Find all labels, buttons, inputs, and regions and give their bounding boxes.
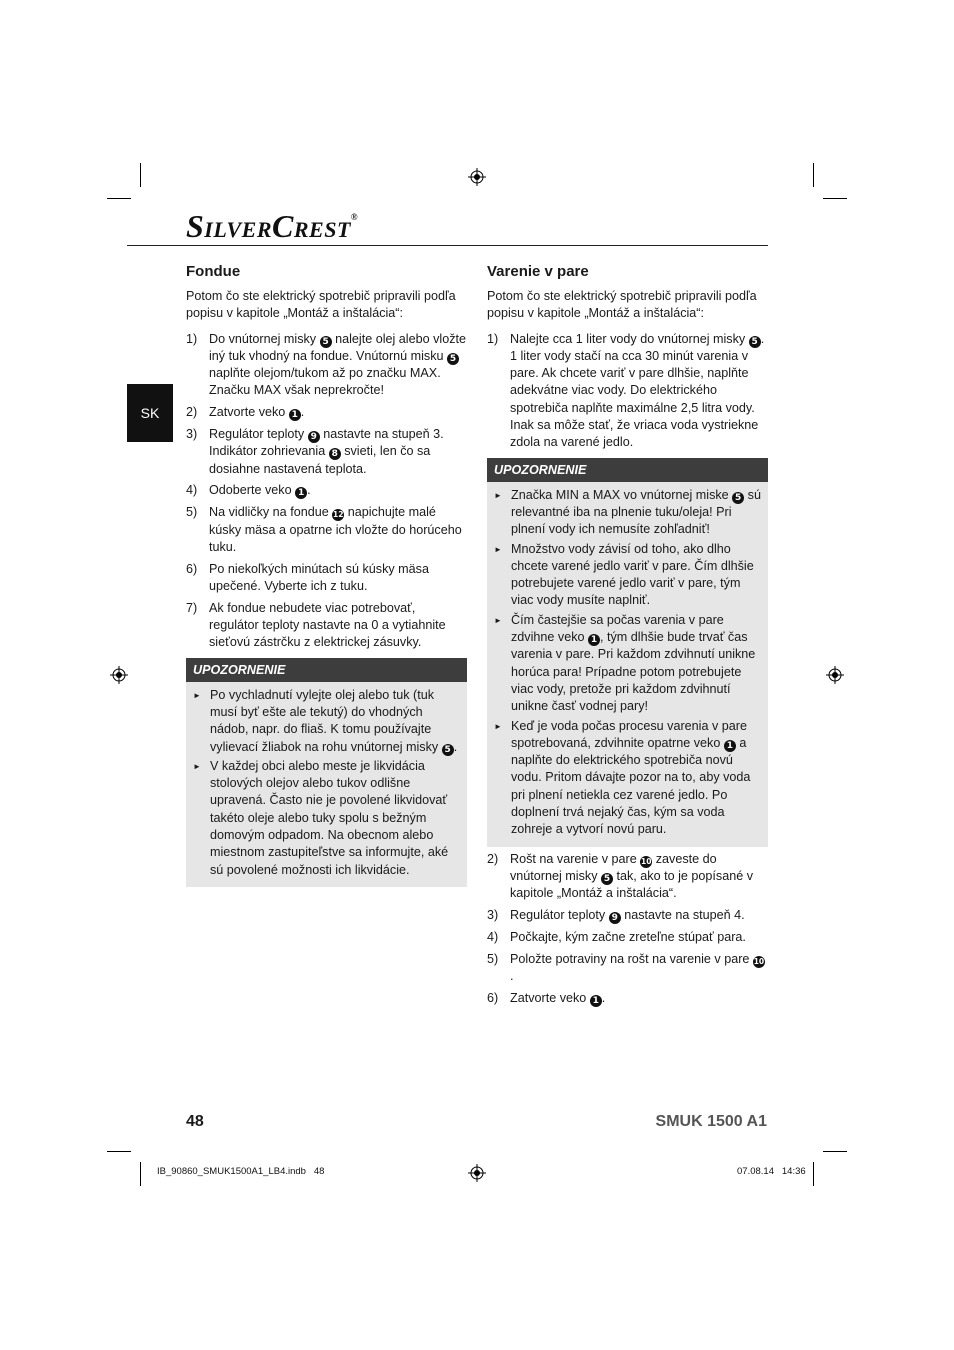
part-number-badge: 1 <box>724 740 736 752</box>
print-slug-date: 07.08.14 14:36 <box>737 1166 806 1177</box>
note-item: ► Množstvo vody závisí od toho, ako dlho chcete varené jedlo variť v pare. Čím dlhšie potrebujete varené jedlo variť v pare, tým viac vody musíte naplniť. <box>494 541 762 610</box>
step-item: 7) Ak fondue nebudete viac potrebovať, regulátor teploty nastavte na 0 a vytiahnite sieťovú zástrčku z elektrickej zásuvky. <box>186 600 446 650</box>
registration-mark-icon <box>826 666 844 684</box>
step-item: 3) Regulátor teploty 9 nastavte na stupeň 3. Indikátor zohrievania 8 svieti, len čo sa dosiahne nastavená teplota. <box>186 427 444 476</box>
header-rule <box>127 245 768 246</box>
intro-text: Potom čo ste elektrický spotrebič pripravili podľa popisu v kapitole „Montáž a inštalácia“: <box>487 289 757 321</box>
note-heading: UPOZORNENIE <box>186 658 467 682</box>
part-number-badge: 1 <box>295 487 307 499</box>
bullet-triangle-icon: ► <box>494 615 502 625</box>
crop-mark <box>107 1151 131 1152</box>
part-number-badge: 5 <box>320 336 332 348</box>
section-heading: Varenie v pare <box>487 263 589 280</box>
crop-mark <box>107 198 131 199</box>
bullet-triangle-icon: ► <box>494 544 502 554</box>
note-item: ► Čím častejšie sa počas varenia v pare zdvihne veko 1 , tým dlhšie bude trvať čas varenia v pare. Pri každom zdvihnutí unikne horúca para! Prípadne potom potrebujete viac vody, pretože pri každom zdvihnutí unikne časť vodnej pary! <box>494 612 762 716</box>
step-list <box>487 331 768 452</box>
bullet-triangle-icon: ► <box>494 490 502 500</box>
bullet-triangle-icon: ► <box>193 761 201 771</box>
note-item: ► Keď je voda počas procesu varenia v pare spotrebovaná, zdvihnite opatrne veko 1 a naplňte do elektrického spotrebiča novú vodu. Pritom dávajte pozor na to, aby voda pri plnení netiekla cez varené jedlo. Po doplnení trvá nejaký čas, kým sa voda zohreje a vytvorí novú paru. <box>494 718 762 839</box>
part-number-badge: 5 <box>447 353 459 365</box>
step-item: 5) Na vidličky na fondue 12 napichujte malé kúsky mäsa a opatrne ich vložte do horúceho tuku. <box>186 505 462 554</box>
crop-mark <box>140 163 141 187</box>
crop-mark <box>823 1151 847 1152</box>
part-number-badge: 9 <box>308 431 320 443</box>
part-number-badge: 8 <box>329 448 341 460</box>
step-item: 1) Do vnútornej misky 5 nalejte olej alebo vložte iný tuk vhodný na fondue. Vnútornú misku 5 naplňte olejom/tukom až po značku MAX. Značku MAX však neprekročte! <box>186 331 467 398</box>
language-tab: SK <box>127 384 173 442</box>
registration-mark-icon <box>468 1164 486 1182</box>
part-number-badge: 10 <box>641 856 652 866</box>
part-number-badge: 10 <box>753 956 765 966</box>
step-item: 2) Rošt na varenie v pare 10 zaveste do vnútornej misky 5 tak, ako to je popísané v kapitole „Montáž a inštalácia“. <box>487 851 754 901</box>
warning-note <box>186 658 467 887</box>
warning-note <box>487 458 768 847</box>
registration-mark-icon <box>468 168 486 186</box>
section-heading: Fondue <box>186 263 241 280</box>
model-name: SMUK 1500 A1 <box>655 1113 767 1130</box>
intro-text: Potom čo ste elektrický spotrebič pripravili podľa popisu v kapitole „Montáž a inštalácia“: <box>186 289 456 321</box>
part-number-badge: 5 <box>749 336 761 348</box>
step-list <box>186 331 467 652</box>
note-item: ► Po vychladnutí vylejte olej alebo tuk (tuk musí byť ešte ale tekutý) do vhodných nádob, napr. do fliaš. K tomu používajte vylievací žliabok na rohu vnútornej misky 5 . <box>193 687 458 755</box>
step-item: 3) Regulátor teploty 9 nastavte na stupeň 4. <box>487 908 745 923</box>
step-item: 5) Položte potraviny na rošt na varenie v pare 10. <box>487 951 765 983</box>
note-item: ► V každej obci alebo meste je likvidácia stolových olejov alebo tukov odlišne upravená. Často nie je povolené likvidovať takéto oleje alebo tuky spolu s bežným domovým odpadom. Na obecnom alebo miestnom zastupiteľstve sa informujte, aké sú povolené možnosti ich likvidácie. <box>193 758 461 879</box>
step-item: 6) Po niekoľkých minútach sú kúsky mäsa upečené. Vyberte ich z tuku. <box>186 561 429 593</box>
bullet-triangle-icon: ► <box>494 721 502 731</box>
print-slug-file: IB_90860_SMUK1500A1_LB4.indb 48 <box>157 1166 325 1177</box>
note-item: ► Značka MIN a MAX vo vnútornej miske 5 sú relevantné iba na plnenie tuku/oleja! Pri plnení vody ich nemusíte zohľadniť! <box>494 487 762 539</box>
part-number-badge: 1 <box>289 409 301 421</box>
crop-mark <box>813 163 814 187</box>
part-number-badge: 1 <box>590 995 602 1007</box>
note-heading: UPOZORNENIE <box>487 458 768 482</box>
part-number-badge: 5 <box>442 744 454 756</box>
step-item: 4) Počkajte, kým začne zreteľne stúpať para. <box>487 929 746 944</box>
part-number-badge: 5 <box>732 492 744 504</box>
step-item: 6) Zatvorte veko 1 . <box>487 990 606 1006</box>
registration-mark-icon <box>110 666 128 684</box>
steam-cooking-section <box>487 262 768 1011</box>
bullet-triangle-icon: ► <box>193 690 201 700</box>
crop-mark <box>823 198 847 199</box>
part-number-badge: 9 <box>609 912 621 924</box>
step-item: 2) Zatvorte veko 1 . <box>186 405 305 421</box>
step-item: 4) Odoberte veko 1 . <box>186 483 311 499</box>
brand-logo: SILVERCREST® <box>186 208 359 244</box>
crop-mark <box>140 1162 141 1186</box>
part-number-badge: 12 <box>333 510 344 520</box>
fondue-section <box>186 262 467 891</box>
part-number-badge: 5 <box>601 873 613 885</box>
crop-mark <box>813 1162 814 1186</box>
part-number-badge: 1 <box>588 634 600 646</box>
step-item: 1) Nalejte cca 1 liter vody do vnútornej misky 5 . 1 liter vody stačí na cca 30 minút varenia v pare. Ak chcete variť v pare dlhšie, naplňte adekvátne viac vody. Do elektrického spotrebiča naplňte maximálne 2,5 litra vody. Inak sa môže stať, že vriaca voda vystriekne zdola na varené jedlo. <box>487 331 765 450</box>
step-list <box>487 851 768 1007</box>
page-number: 48 <box>186 1113 204 1130</box>
